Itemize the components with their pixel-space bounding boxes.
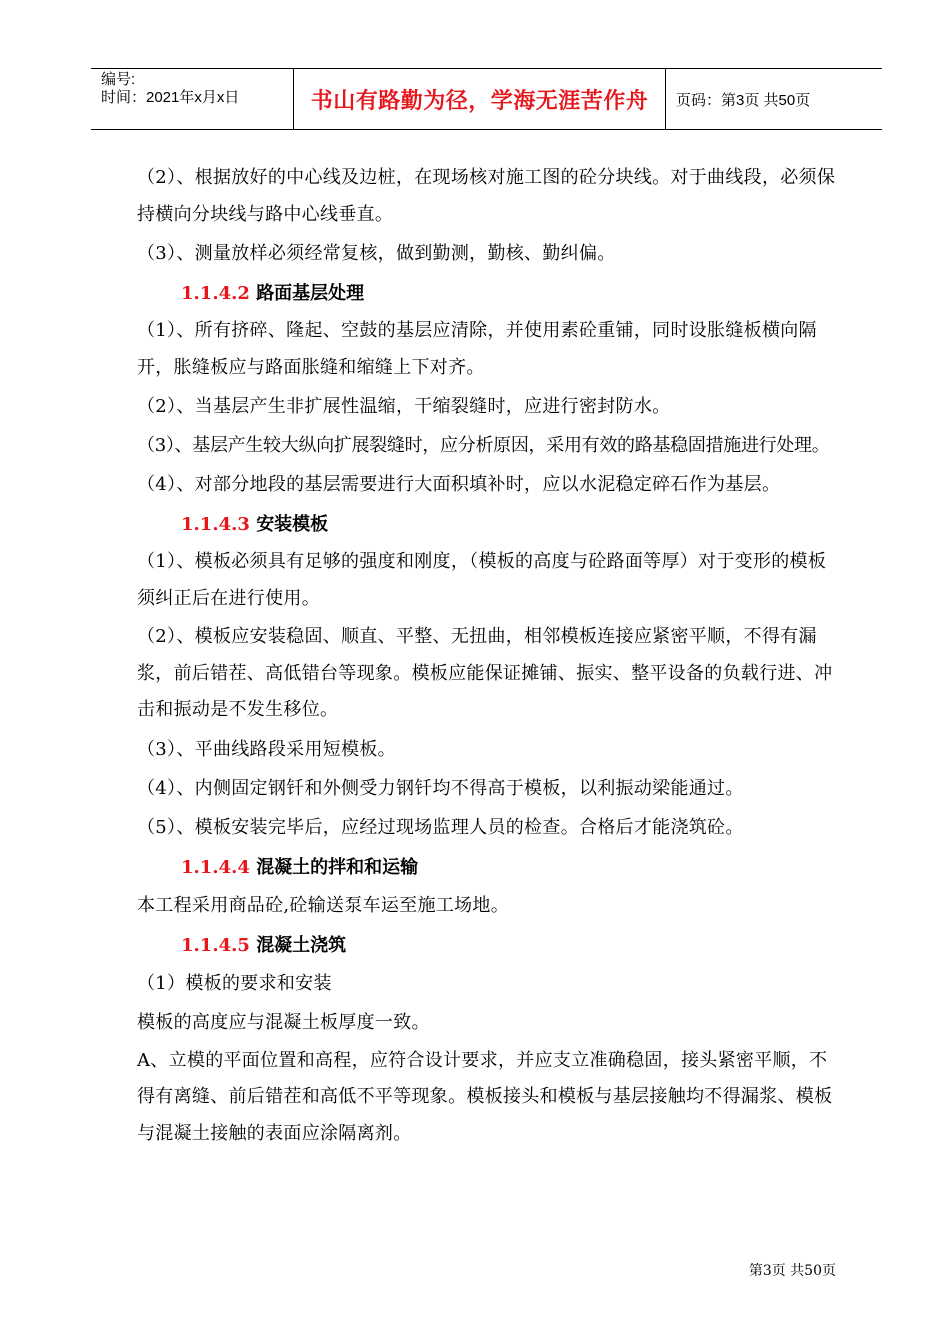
section-title: 混凝土浇筑 (256, 934, 347, 956)
section-heading (137, 848, 837, 887)
section-number: 1.1.4.4 (181, 856, 250, 878)
page-footer: 第3页 共50页 (748, 1263, 836, 1279)
header-page-number: 页码：第3页 共50页 (676, 91, 811, 109)
serial-number-label: 编号: (101, 71, 136, 88)
section-heading (137, 926, 837, 965)
document-body (137, 160, 837, 1154)
paragraph: （2）、模板应安装稳固、顺直、平整、无扭曲，相邻模板连接应紧密平顺，不得有漏浆，前后错茬、高低错台等现象。模板应能保证摊铺、振实、整平设备的负载行进、冲击和振动是不发生移位。 (137, 626, 833, 720)
section-title: 路面基层处理 (256, 283, 365, 304)
paragraph: （3）、测量放样必须经常复核，做到勤测，勤核、勤纠偏。 (137, 243, 616, 264)
section-number: 1.1.4.2 (181, 283, 250, 304)
header-meta (91, 69, 294, 129)
paragraph: （2）、当基层产生非扩展性温缩，干缩裂缝时，应进行密封防水。 (137, 396, 671, 417)
paragraph: （3）、基层产生较大纵向扩展裂缝时，应分析原因，采用有效的路基稳固措施进行处理。 (137, 435, 830, 456)
section-number: 1.1.4.3 (181, 514, 250, 535)
paragraph: 模板的高度应与混凝土板厚度一致。 (137, 1011, 430, 1033)
paragraph: （1）模板的要求和安装 (137, 972, 332, 994)
paragraph: 本工程采用商品砼,砼输送泵车运至施工场地。 (137, 894, 510, 916)
paragraph: （3）、平曲线路段采用短模板。 (137, 738, 396, 760)
paragraph: （2）、根据放好的中心线及边桩，在现场核对施工图的砼分块线。对于曲线段，必须保持横向分块线与路中心线垂直。 (137, 167, 836, 225)
time-label: 时间：2021年x月x日 (101, 89, 240, 106)
paragraph: （1）、所有挤碎、隆起、空鼓的基层应清除，并使用素砼重铺，同时设胀缝板横向隔开，胀缝板应与路面胀缝和缩缝上下对齐。 (137, 320, 817, 378)
paragraph: A、立模的平面位置和高程，应符合设计要求，并应支立准确稳固，接头紧密平顺，不得有离缝、前后错茬和高低不平等现象。模板接头和模板与基层接触均不得漏浆、模板与混凝土接触的表面应涂隔离剂。 (137, 1049, 833, 1144)
section-title: 安装模板 (256, 514, 329, 535)
paragraph: （4）、内侧固定钢钎和外侧受力钢钎均不得高于模板，以利振动梁能通过。 (137, 777, 744, 799)
paragraph: （5）、模板安装完毕后，应经过现场监理人员的检查。合格后才能浇筑砼。 (137, 816, 744, 838)
paragraph: （4）、对部分地段的基层需要进行大面积填补时，应以水泥稳定碎石作为基层。 (137, 474, 781, 495)
page-header (91, 68, 882, 130)
paragraph: （1）、模板必须具有足够的强度和刚度，（模板的高度与砼路面等厚）对于变形的模板须纠正后在进行使用。 (137, 551, 827, 609)
header-motto: 书山有路勤为径，学海无涯苦作舟 (294, 69, 666, 129)
section-number: 1.1.4.5 (181, 934, 250, 956)
section-title: 混凝土的拌和和运输 (256, 856, 419, 878)
section-heading (137, 505, 837, 544)
section-heading (137, 274, 837, 313)
